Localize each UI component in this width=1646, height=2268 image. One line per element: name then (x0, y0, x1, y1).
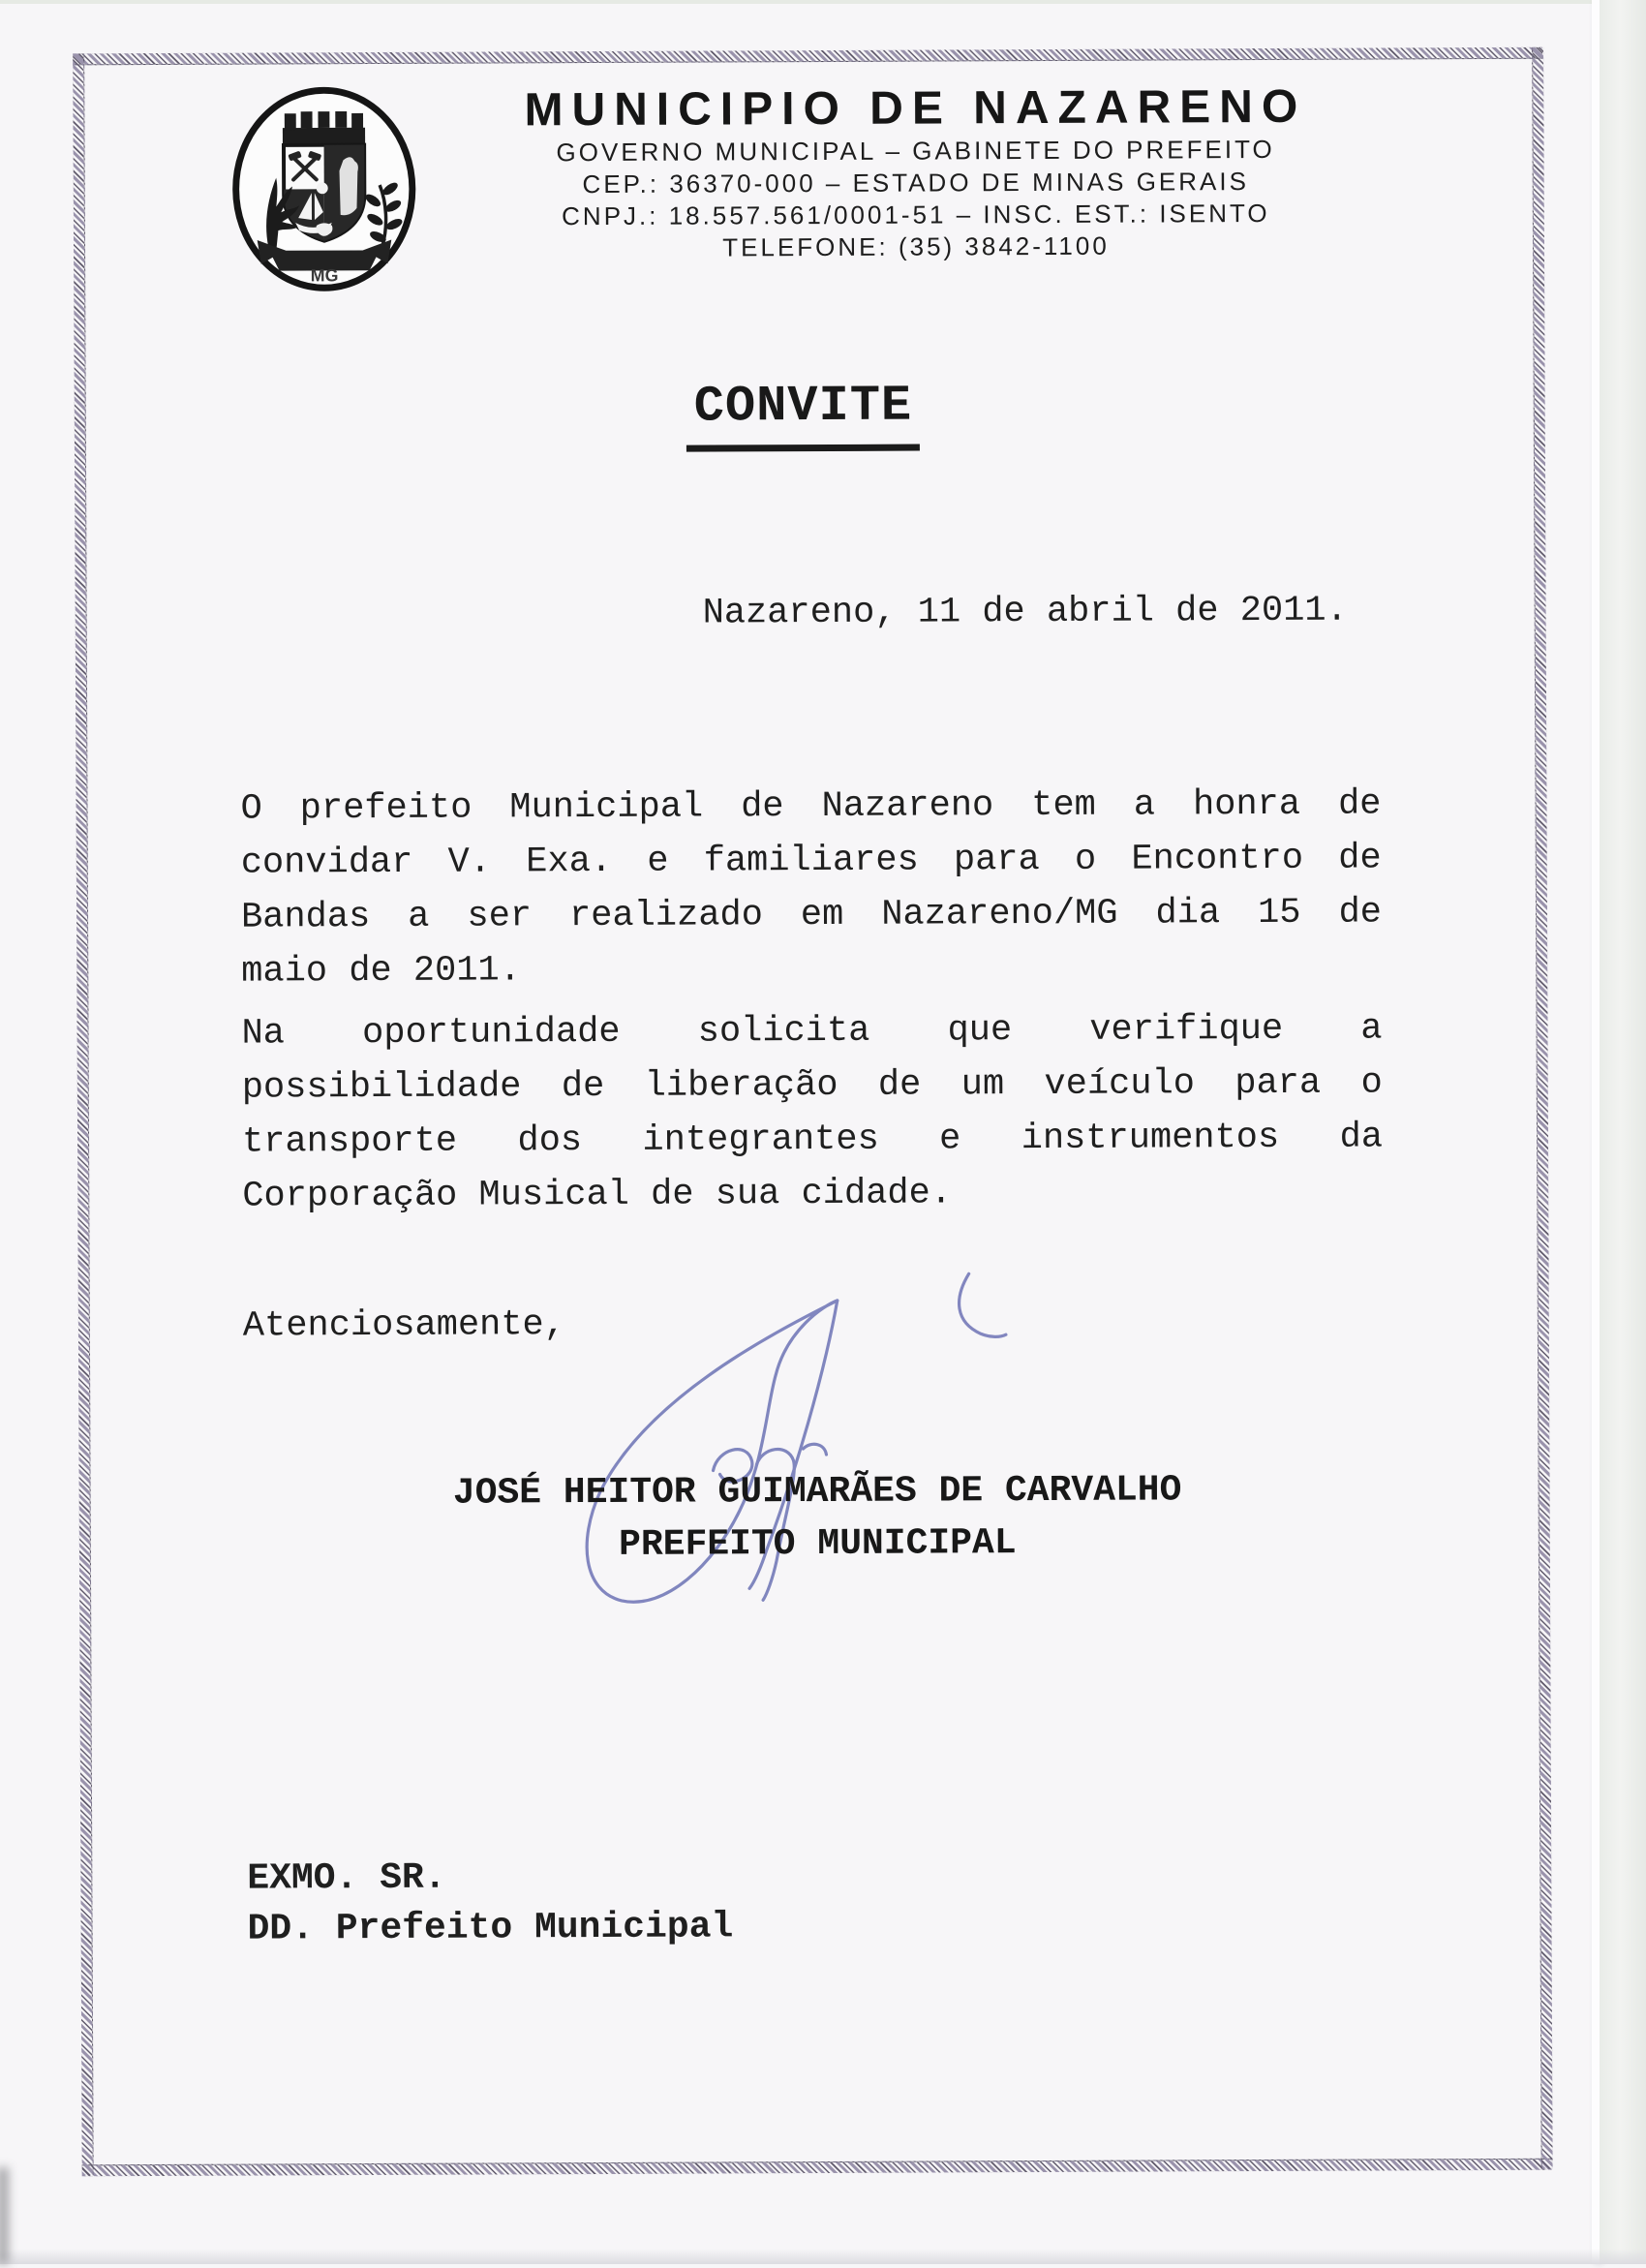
letterhead-line-1: GOVERNO MUNICIPAL – GABINETE DO PREFEITO (556, 134, 1275, 168)
flower-icon (317, 182, 328, 194)
addressee-line-1: EXMO. SR. (247, 1856, 446, 1900)
paragraph-line: Na oportunidade solicita que verifique a (241, 1008, 1383, 1055)
paragraph-line: convidar V. Exa. e familiares para o Encontro de (240, 838, 1382, 884)
letterhead (523, 81, 1308, 265)
paragraph-line: maio de 2011. (241, 950, 522, 993)
signatory-name: JOSÉ HEITOR GUIMARÃES DE CARVALHO (452, 1469, 1182, 1515)
signatory-block (351, 1464, 1285, 1573)
document-title: CONVITE (686, 378, 921, 452)
decorative-border-right (1532, 47, 1553, 2169)
paragraph-line: possibilidade de liberação de um veículo para o (241, 1062, 1383, 1109)
paragraph-line: Bandas a ser realizado em Nazareno/MG dia 15 de (240, 892, 1383, 938)
letterhead-municipality: MUNICIPIO DE NAZARENO (524, 80, 1307, 137)
paragraph-line: O prefeito Municipal de Nazareno tem a honra de (240, 783, 1382, 830)
emblem-state-label: MG (310, 265, 339, 286)
body-paragraph-1 (240, 783, 1382, 1005)
municipal-coat-of-arms-icon (228, 83, 420, 303)
handwritten-signature (523, 1239, 1028, 1647)
body-paragraph-2 (241, 1008, 1383, 1230)
addressee-line-2: DD. Prefeito Municipal (247, 1906, 734, 1950)
paragraph-line: transporte dos integrantes e instrumentos da (241, 1117, 1384, 1163)
decorative-border-left (73, 53, 94, 2175)
letterhead-line-4: TELEFONE: (35) 3842-1100 (722, 230, 1110, 262)
signatory-title: PREFEITO MUNICIPAL (619, 1522, 1017, 1566)
closing-salutation: Atenciosamente, (242, 1304, 566, 1347)
crown-icon (283, 111, 365, 145)
letterhead-line-3: CNPJ.: 18.557.561/0001-51 – INSC. EST.: ISENTO (562, 198, 1270, 231)
decorative-border-top (73, 47, 1542, 66)
figure-icon (339, 157, 358, 215)
decorative-border-bottom (82, 2159, 1552, 2177)
dateline: Nazareno, 11 de abril de 2011. (702, 590, 1348, 634)
letterhead-line-2: CEP.: 36370-000 – ESTADO DE MINAS GERAIS (582, 167, 1249, 199)
paragraph-line: Corporação Musical de sua cidade. (242, 1173, 953, 1217)
